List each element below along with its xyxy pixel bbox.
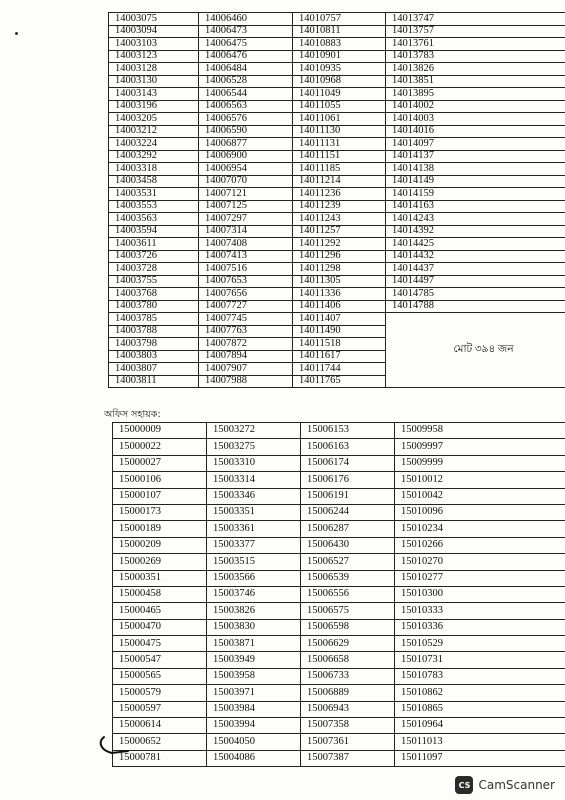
roll-number-cell: 15003994 xyxy=(207,718,301,734)
table-row xyxy=(109,100,565,113)
roll-number-cell: 15000614 xyxy=(113,718,207,734)
roll-number-cell: 15006176 xyxy=(301,472,395,488)
roll-number-cell: 15003971 xyxy=(207,685,301,701)
roll-number-cell: 14011185 xyxy=(293,163,386,176)
roll-number-cell: 14014149 xyxy=(386,175,565,188)
roll-number-cell: 14011406 xyxy=(293,300,386,313)
roll-number-cell: 15006153 xyxy=(301,423,395,439)
table-row xyxy=(113,570,565,586)
roll-number-cell: 14003728 xyxy=(109,263,199,276)
table-row xyxy=(109,163,565,176)
roll-number-cell: 14007894 xyxy=(199,350,293,363)
roll-number-cell: 14003553 xyxy=(109,200,199,213)
roll-number-cell: 15010783 xyxy=(395,668,565,684)
table-row xyxy=(113,455,565,471)
roll-number-cell: 14006484 xyxy=(199,63,293,76)
roll-number-cell: 14006476 xyxy=(199,50,293,63)
table-row xyxy=(109,138,565,151)
roll-number-cell: 15000597 xyxy=(113,701,207,717)
camscanner-watermark xyxy=(455,776,555,794)
roll-number-cell: 15006191 xyxy=(301,488,395,504)
roll-number-cell: 14014002 xyxy=(386,100,565,113)
signature-mark xyxy=(98,734,132,756)
roll-number-cell: 14010757 xyxy=(293,13,386,26)
roll-number-cell: 14006900 xyxy=(199,150,293,163)
roll-number-cell: 15003871 xyxy=(207,636,301,652)
roll-number-cell: 14014138 xyxy=(386,163,565,176)
roll-number-cell: 14003755 xyxy=(109,275,199,288)
table-row xyxy=(113,521,565,537)
roll-number-cell: 14006475 xyxy=(199,38,293,51)
table-row xyxy=(113,603,565,619)
roll-number-cell: 14007314 xyxy=(199,225,293,238)
roll-number-cell: 14014016 xyxy=(386,125,565,138)
roll-number-cell: 14014243 xyxy=(386,213,565,226)
roll-number-cell: 15003566 xyxy=(207,570,301,586)
table-row xyxy=(109,238,565,251)
roll-number-cell: 15006658 xyxy=(301,652,395,668)
roll-number-cell: 14003594 xyxy=(109,225,199,238)
roll-number-cell: 14013747 xyxy=(386,13,565,26)
roll-number-cell: 15010300 xyxy=(395,586,565,602)
section-heading: অফিস সহায়ক: xyxy=(104,409,161,420)
roll-number-cell: 14003768 xyxy=(109,288,199,301)
roll-number-cell: 15000107 xyxy=(113,488,207,504)
roll-number-cell: 14011298 xyxy=(293,263,386,276)
roll-number-cell: 14006954 xyxy=(199,163,293,176)
roll-number-cell: 15003272 xyxy=(207,423,301,439)
roll-number-cell: 14007907 xyxy=(199,363,293,376)
roll-number-cell: 14007297 xyxy=(199,213,293,226)
roll-number-cell: 15010862 xyxy=(395,685,565,701)
roll-number-cell: 14003130 xyxy=(109,75,199,88)
table-row xyxy=(113,685,565,701)
roll-number-cell: 15003949 xyxy=(207,652,301,668)
roll-number-cell: 15000269 xyxy=(113,554,207,570)
roll-number-cell: 15006244 xyxy=(301,504,395,520)
roll-number-cell: 14006528 xyxy=(199,75,293,88)
roll-number-cell: 14007656 xyxy=(199,288,293,301)
roll-number-cell: 14010901 xyxy=(293,50,386,63)
total-count: মোট ৩৯৪ জন xyxy=(386,313,565,388)
roll-number-cell: 15010964 xyxy=(395,718,565,734)
table-row xyxy=(109,300,565,313)
table-row xyxy=(109,38,565,51)
roll-number-cell: 14003798 xyxy=(109,338,199,351)
roll-number-cell: 15010333 xyxy=(395,603,565,619)
roll-number-cell: 15011097 xyxy=(395,750,565,766)
roll-number-cell: 15009958 xyxy=(395,423,565,439)
roll-number-cell: 14003531 xyxy=(109,188,199,201)
roll-number-cell: 15007361 xyxy=(301,734,395,750)
table-row xyxy=(109,288,565,301)
roll-number-cell: 14003292 xyxy=(109,150,199,163)
roll-number-cell: 14007653 xyxy=(199,275,293,288)
roll-number-cell: 15009999 xyxy=(395,455,565,471)
table-row xyxy=(113,504,565,520)
roll-number-cell: 15000652 xyxy=(113,734,207,750)
table-row xyxy=(113,701,565,717)
roll-number-cell: 15000781 xyxy=(113,750,207,766)
roll-number-cell: 14003807 xyxy=(109,363,199,376)
roll-number-cell: 15000579 xyxy=(113,685,207,701)
table-row xyxy=(113,734,565,750)
roll-number-cell: 14014432 xyxy=(386,250,565,263)
roll-number-cell: 14011061 xyxy=(293,113,386,126)
roll-number-cell: 14007121 xyxy=(199,188,293,201)
roll-number-cell: 14003611 xyxy=(109,238,199,251)
roll-number-cell: 14007727 xyxy=(199,300,293,313)
roll-number-cell: 15000547 xyxy=(113,652,207,668)
roll-number-cell: 14011236 xyxy=(293,188,386,201)
roll-number-cell: 15006527 xyxy=(301,554,395,570)
roll-number-cell: 14003196 xyxy=(109,100,199,113)
roll-number-cell: 15000173 xyxy=(113,504,207,520)
roll-number-cell: 15006556 xyxy=(301,586,395,602)
roll-number-cell: 15006174 xyxy=(301,455,395,471)
roll-number-cell: 15003746 xyxy=(207,586,301,602)
roll-number-cell: 15000458 xyxy=(113,586,207,602)
roll-number-cell: 15010042 xyxy=(395,488,565,504)
roll-number-cell: 14010968 xyxy=(293,75,386,88)
roll-number-cell: 14011744 xyxy=(293,363,386,376)
roll-number-cell: 15003515 xyxy=(207,554,301,570)
roll-number-cell: 15003275 xyxy=(207,439,301,455)
roll-number-cell: 15000106 xyxy=(113,472,207,488)
table-row xyxy=(113,537,565,553)
roll-number-cell: 14014163 xyxy=(386,200,565,213)
roll-number-cell: 14011617 xyxy=(293,350,386,363)
roll-number-cell: 14013851 xyxy=(386,75,565,88)
table-row xyxy=(113,554,565,570)
roll-number-cell: 15000465 xyxy=(113,603,207,619)
table-row xyxy=(109,225,565,238)
roll-number-cell: 14014788 xyxy=(386,300,565,313)
roll-number-cell: 14011214 xyxy=(293,175,386,188)
roll-number-cell: 15000351 xyxy=(113,570,207,586)
roll-number-cell: 15006943 xyxy=(301,701,395,717)
roll-number-cell: 14007070 xyxy=(199,175,293,188)
roll-number-cell: 15003314 xyxy=(207,472,301,488)
table-row xyxy=(109,275,565,288)
roll-number-cell: 14006590 xyxy=(199,125,293,138)
roll-number-cell: 14003811 xyxy=(109,375,199,388)
roll-number-cell: 14007988 xyxy=(199,375,293,388)
roll-number-cell: 14007516 xyxy=(199,263,293,276)
roll-number-cell: 14003212 xyxy=(109,125,199,138)
roll-number-cell: 14003128 xyxy=(109,63,199,76)
registration-table-2 xyxy=(112,422,565,767)
table-row xyxy=(113,668,565,684)
roll-number-cell: 15003958 xyxy=(207,668,301,684)
roll-number-cell: 14003780 xyxy=(109,300,199,313)
table-row xyxy=(109,13,565,26)
roll-number-cell: 14011049 xyxy=(293,88,386,101)
roll-number-cell: 15006575 xyxy=(301,603,395,619)
roll-number-cell: 14006460 xyxy=(199,13,293,26)
roll-number-cell: 14011490 xyxy=(293,325,386,338)
roll-number-cell: 14011130 xyxy=(293,125,386,138)
roll-number-cell: 14007763 xyxy=(199,325,293,338)
roll-number-cell: 15010012 xyxy=(395,472,565,488)
roll-number-cell: 14006473 xyxy=(199,25,293,38)
roll-number-cell: 14014392 xyxy=(386,225,565,238)
roll-number-cell: 15006287 xyxy=(301,521,395,537)
roll-number-cell: 14013761 xyxy=(386,38,565,51)
roll-number-cell: 14011407 xyxy=(293,313,386,326)
roll-number-cell: 15009997 xyxy=(395,439,565,455)
scan-speck xyxy=(15,32,18,35)
table-row xyxy=(113,586,565,602)
table-row xyxy=(113,472,565,488)
roll-number-cell: 14013826 xyxy=(386,63,565,76)
roll-number-cell: 14014497 xyxy=(386,275,565,288)
roll-number-cell: 14010935 xyxy=(293,63,386,76)
table-row xyxy=(109,75,565,88)
table-row xyxy=(113,423,565,439)
roll-number-cell: 15003377 xyxy=(207,537,301,553)
roll-number-cell: 15010270 xyxy=(395,554,565,570)
table-row xyxy=(109,250,565,263)
roll-number-cell: 14011292 xyxy=(293,238,386,251)
roll-number-cell: 14014785 xyxy=(386,288,565,301)
roll-number-cell: 15004050 xyxy=(207,734,301,750)
registration-table-1 xyxy=(108,12,565,388)
roll-number-cell: 14003563 xyxy=(109,213,199,226)
table-row xyxy=(113,636,565,652)
roll-number-cell: 15003826 xyxy=(207,603,301,619)
roll-number-cell: 14007408 xyxy=(199,238,293,251)
roll-number-cell: 15007358 xyxy=(301,718,395,734)
roll-number-cell: 14011765 xyxy=(293,375,386,388)
roll-number-cell: 14003785 xyxy=(109,313,199,326)
roll-number-cell: 14013757 xyxy=(386,25,565,38)
roll-number-cell: 15000565 xyxy=(113,668,207,684)
roll-number-cell: 14011151 xyxy=(293,150,386,163)
roll-number-cell: 14003123 xyxy=(109,50,199,63)
table-row xyxy=(109,200,565,213)
roll-number-cell: 14011257 xyxy=(293,225,386,238)
table-row xyxy=(113,718,565,734)
roll-number-cell: 15010731 xyxy=(395,652,565,668)
roll-number-cell: 14006877 xyxy=(199,138,293,151)
table-row xyxy=(113,652,565,668)
roll-number-cell: 15000022 xyxy=(113,439,207,455)
table-row xyxy=(109,188,565,201)
roll-number-cell: 14010811 xyxy=(293,25,386,38)
roll-number-cell: 14003726 xyxy=(109,250,199,263)
table-row xyxy=(109,150,565,163)
roll-number-cell: 14014437 xyxy=(386,263,565,276)
roll-number-cell: 14007125 xyxy=(199,200,293,213)
roll-number-cell: 15000027 xyxy=(113,455,207,471)
roll-number-cell: 14003075 xyxy=(109,13,199,26)
roll-number-cell: 15000475 xyxy=(113,636,207,652)
roll-number-cell: 15010266 xyxy=(395,537,565,553)
roll-number-cell: 15010529 xyxy=(395,636,565,652)
roll-number-cell: 15003361 xyxy=(207,521,301,537)
roll-number-cell: 14011296 xyxy=(293,250,386,263)
roll-number-cell: 14006563 xyxy=(199,100,293,113)
roll-number-cell: 14007745 xyxy=(199,313,293,326)
roll-number-cell: 15000189 xyxy=(113,521,207,537)
roll-number-cell: 14011239 xyxy=(293,200,386,213)
table-row xyxy=(113,619,565,635)
roll-number-cell: 15007387 xyxy=(301,750,395,766)
table-row xyxy=(113,750,565,766)
table-row xyxy=(109,63,565,76)
table-row xyxy=(113,439,565,455)
roll-number-cell: 14011243 xyxy=(293,213,386,226)
roll-number-cell: 15003984 xyxy=(207,701,301,717)
roll-number-cell: 15010234 xyxy=(395,521,565,537)
roll-number-cell: 15006733 xyxy=(301,668,395,684)
roll-number-cell: 15000470 xyxy=(113,619,207,635)
table-row xyxy=(109,88,565,101)
roll-number-cell: 14014159 xyxy=(386,188,565,201)
roll-number-cell: 15003346 xyxy=(207,488,301,504)
roll-number-cell: 15011013 xyxy=(395,734,565,750)
roll-number-cell: 14011518 xyxy=(293,338,386,351)
roll-number-cell: 14003103 xyxy=(109,38,199,51)
roll-number-cell: 14013895 xyxy=(386,88,565,101)
table-row xyxy=(109,125,565,138)
table-row xyxy=(109,213,565,226)
roll-number-cell: 15003310 xyxy=(207,455,301,471)
roll-number-cell: 15003351 xyxy=(207,504,301,520)
camscanner-logo-icon: CS xyxy=(455,776,473,794)
roll-number-cell: 14006576 xyxy=(199,113,293,126)
table-row xyxy=(109,25,565,38)
roll-number-cell: 14007872 xyxy=(199,338,293,351)
roll-number-cell: 14014097 xyxy=(386,138,565,151)
roll-number-cell: 15006539 xyxy=(301,570,395,586)
roll-number-cell: 14013783 xyxy=(386,50,565,63)
roll-number-cell: 14007413 xyxy=(199,250,293,263)
roll-number-cell: 14006544 xyxy=(199,88,293,101)
roll-number-cell: 15004086 xyxy=(207,750,301,766)
roll-number-cell: 14011055 xyxy=(293,100,386,113)
roll-number-cell: 14011336 xyxy=(293,288,386,301)
table-row xyxy=(109,313,565,326)
roll-number-cell: 14003205 xyxy=(109,113,199,126)
table-row xyxy=(109,263,565,276)
roll-number-cell: 15000009 xyxy=(113,423,207,439)
roll-number-cell: 14014003 xyxy=(386,113,565,126)
roll-number-cell: 14003094 xyxy=(109,25,199,38)
roll-number-cell: 14003143 xyxy=(109,88,199,101)
roll-number-cell: 15006629 xyxy=(301,636,395,652)
roll-number-cell: 15006430 xyxy=(301,537,395,553)
roll-number-cell: 14011131 xyxy=(293,138,386,151)
roll-number-cell: 15010336 xyxy=(395,619,565,635)
roll-number-cell: 15010865 xyxy=(395,701,565,717)
table-row xyxy=(109,50,565,63)
roll-number-cell: 15003830 xyxy=(207,619,301,635)
roll-number-cell: 14003318 xyxy=(109,163,199,176)
roll-number-cell: 14014425 xyxy=(386,238,565,251)
roll-number-cell: 14003788 xyxy=(109,325,199,338)
roll-number-cell: 15006598 xyxy=(301,619,395,635)
roll-number-cell: 14003803 xyxy=(109,350,199,363)
roll-number-cell: 14010883 xyxy=(293,38,386,51)
camscanner-text: CamScanner xyxy=(478,778,555,792)
roll-number-cell: 15006889 xyxy=(301,685,395,701)
roll-number-cell: 15006163 xyxy=(301,439,395,455)
roll-number-cell: 15010277 xyxy=(395,570,565,586)
roll-number-cell: 14003224 xyxy=(109,138,199,151)
roll-number-cell: 14011305 xyxy=(293,275,386,288)
roll-number-cell: 14003458 xyxy=(109,175,199,188)
table-row xyxy=(109,175,565,188)
table-row xyxy=(109,113,565,126)
roll-number-cell: 15000209 xyxy=(113,537,207,553)
roll-number-cell: 15010096 xyxy=(395,504,565,520)
roll-number-cell: 14014137 xyxy=(386,150,565,163)
table-row xyxy=(113,488,565,504)
